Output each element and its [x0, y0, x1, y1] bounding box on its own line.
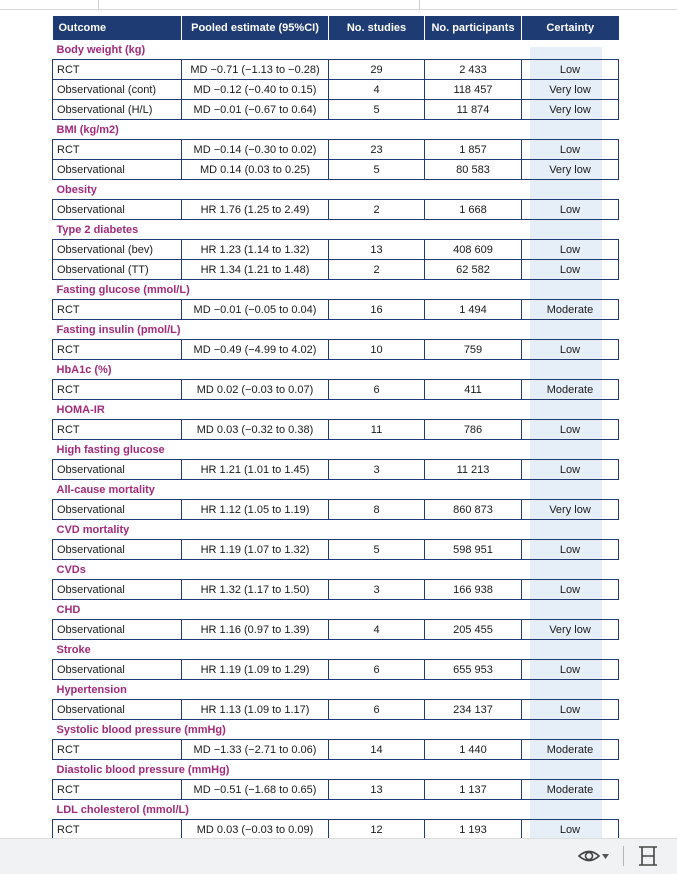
table-row [53, 660, 619, 680]
cell-no-studies: 8 [329, 500, 425, 520]
cell-no-participants: 1 440 [425, 740, 522, 760]
cell-certainty: Low [522, 660, 619, 680]
cell-outcome: RCT [53, 300, 182, 320]
table-row [53, 80, 619, 100]
group-row [53, 720, 619, 740]
divider [419, 0, 420, 9]
cell-outcome: Observational [53, 700, 182, 720]
cell-no-participants: 655 953 [425, 660, 522, 680]
cell-no-participants: 118 457 [425, 80, 522, 100]
cell-pooled-estimate: MD −0.12 (−0.40 to 0.15) [182, 80, 329, 100]
cell-no-participants: 234 137 [425, 700, 522, 720]
cell-certainty: Very low [522, 500, 619, 520]
cell-no-participants: 759 [425, 340, 522, 360]
header-outcome: Outcome [53, 16, 182, 40]
toolbar-divider [623, 846, 624, 866]
table-row [53, 340, 619, 360]
cell-no-participants: 166 938 [425, 580, 522, 600]
cell-outcome: Observational [53, 540, 182, 560]
cell-outcome: RCT [53, 140, 182, 160]
cell-no-participants: 1 668 [425, 200, 522, 220]
cell-pooled-estimate: HR 1.76 (1.25 to 2.49) [182, 200, 329, 220]
cell-no-studies: 2 [329, 260, 425, 280]
cell-outcome: Observational [53, 160, 182, 180]
cell-no-studies: 14 [329, 740, 425, 760]
cell-no-studies: 13 [329, 240, 425, 260]
cell-no-participants: 205 455 [425, 620, 522, 640]
cell-pooled-estimate: MD −1.33 (−2.71 to 0.06) [182, 740, 329, 760]
divider [98, 0, 99, 9]
group-row [53, 360, 619, 380]
cell-outcome: Observational (TT) [53, 260, 182, 280]
group-title: HbA1c (%) [53, 360, 619, 380]
cell-no-participants: 411 [425, 380, 522, 400]
cell-pooled-estimate: HR 1.21 (1.01 to 1.45) [182, 460, 329, 480]
cell-no-studies: 6 [329, 380, 425, 400]
table-row [53, 60, 619, 80]
cell-outcome: Observational [53, 580, 182, 600]
header-pooled-estimate: Pooled estimate (95%CI) [182, 16, 329, 40]
group-title: HOMA-IR [53, 400, 619, 420]
cell-pooled-estimate: MD −0.01 (−0.05 to 0.04) [182, 300, 329, 320]
cell-outcome: Observational [53, 200, 182, 220]
cell-outcome: Observational [53, 620, 182, 640]
group-row [53, 680, 619, 700]
cell-no-studies: 4 [329, 80, 425, 100]
cell-no-participants: 1 494 [425, 300, 522, 320]
table-row [53, 460, 619, 480]
cell-certainty: Low [522, 240, 619, 260]
cell-pooled-estimate: MD −0.49 (−4.99 to 4.02) [182, 340, 329, 360]
cell-pooled-estimate: HR 1.23 (1.14 to 1.32) [182, 240, 329, 260]
group-title: BMI (kg/m2) [53, 120, 619, 140]
cell-certainty: Low [522, 700, 619, 720]
cell-certainty: Moderate [522, 300, 619, 320]
group-row [53, 440, 619, 460]
group-row [53, 560, 619, 580]
table-row [53, 620, 619, 640]
cell-no-studies: 5 [329, 100, 425, 120]
cell-no-studies: 23 [329, 140, 425, 160]
table-row [53, 500, 619, 520]
cell-outcome: RCT [53, 420, 182, 440]
cell-pooled-estimate: MD 0.03 (−0.03 to 0.09) [182, 820, 329, 840]
table-header-row [53, 16, 619, 40]
group-title: Fasting glucose (mmol/L) [53, 280, 619, 300]
cell-no-studies: 12 [329, 820, 425, 840]
table-row [53, 580, 619, 600]
cell-no-studies: 13 [329, 780, 425, 800]
eye-icon[interactable] [578, 847, 600, 865]
cell-certainty: Very low [522, 80, 619, 100]
cell-pooled-estimate: HR 1.32 (1.17 to 1.50) [182, 580, 329, 600]
cell-no-participants: 598 951 [425, 540, 522, 560]
cell-no-participants: 11 874 [425, 100, 522, 120]
cell-no-studies: 6 [329, 660, 425, 680]
cell-pooled-estimate: MD 0.14 (0.03 to 0.25) [182, 160, 329, 180]
cell-no-participants: 62 582 [425, 260, 522, 280]
cell-outcome: Observational [53, 460, 182, 480]
group-row [53, 520, 619, 540]
cell-no-studies: 4 [329, 620, 425, 640]
cell-no-studies: 3 [329, 580, 425, 600]
cell-no-studies: 29 [329, 60, 425, 80]
group-row [53, 800, 619, 820]
cell-certainty: Moderate [522, 740, 619, 760]
cell-no-participants: 1 193 [425, 820, 522, 840]
group-title: Stroke [53, 640, 619, 660]
group-row [53, 320, 619, 340]
cell-certainty: Low [522, 420, 619, 440]
cell-pooled-estimate: HR 1.34 (1.21 to 1.48) [182, 260, 329, 280]
cell-no-participants: 1 857 [425, 140, 522, 160]
cell-no-studies: 3 [329, 460, 425, 480]
cell-pooled-estimate: HR 1.13 (1.09 to 1.17) [182, 700, 329, 720]
cell-no-participants: 80 583 [425, 160, 522, 180]
cell-certainty: Moderate [522, 780, 619, 800]
cell-certainty: Moderate [522, 380, 619, 400]
cell-outcome: RCT [53, 340, 182, 360]
evidence-table [52, 16, 619, 860]
cell-certainty: Very low [522, 100, 619, 120]
group-title: CVD mortality [53, 520, 619, 540]
group-row [53, 180, 619, 200]
cell-no-studies: 16 [329, 300, 425, 320]
cell-no-participants: 1 137 [425, 780, 522, 800]
cell-certainty: Low [522, 820, 619, 840]
group-row [53, 280, 619, 300]
cell-outcome: Observational [53, 660, 182, 680]
group-row [53, 40, 619, 60]
header-certainty: Certainty [522, 16, 619, 40]
group-row [53, 600, 619, 620]
group-title: Diastolic blood pressure (mmHg) [53, 760, 619, 780]
group-title: CHD [53, 600, 619, 620]
cell-pooled-estimate: MD −0.01 (−0.67 to 0.64) [182, 100, 329, 120]
table-row [53, 380, 619, 400]
cell-no-participants: 860 873 [425, 500, 522, 520]
group-title: Body weight (kg) [53, 40, 619, 60]
cell-no-studies: 6 [329, 700, 425, 720]
cell-certainty: Low [522, 460, 619, 480]
cell-certainty: Low [522, 60, 619, 80]
cell-pooled-estimate: MD −0.14 (−0.30 to 0.02) [182, 140, 329, 160]
cell-no-studies: 10 [329, 340, 425, 360]
table-row [53, 160, 619, 180]
table-row [53, 700, 619, 720]
cell-pooled-estimate: HR 1.19 (1.09 to 1.29) [182, 660, 329, 680]
group-title: Type 2 diabetes [53, 220, 619, 240]
cell-pooled-estimate: HR 1.16 (0.97 to 1.39) [182, 620, 329, 640]
cell-outcome: Observational (bev) [53, 240, 182, 260]
cell-outcome: Observational (H/L) [53, 100, 182, 120]
cell-no-participants: 786 [425, 420, 522, 440]
cell-certainty: Low [522, 340, 619, 360]
cell-no-participants: 408 609 [425, 240, 522, 260]
table-row [53, 240, 619, 260]
chevron-down-icon[interactable] [602, 854, 609, 859]
table-body [53, 40, 619, 860]
cell-outcome: Observational (cont) [53, 80, 182, 100]
table-row [53, 780, 619, 800]
table-row [53, 100, 619, 120]
group-title: High fasting glucose [53, 440, 619, 460]
table-row [53, 200, 619, 220]
table-row [53, 420, 619, 440]
cell-no-participants: 2 433 [425, 60, 522, 80]
cell-outcome: RCT [53, 740, 182, 760]
group-row [53, 480, 619, 500]
group-title: LDL cholesterol (mmol/L) [53, 800, 619, 820]
table-row [53, 740, 619, 760]
cell-certainty: Very low [522, 160, 619, 180]
cell-outcome: RCT [53, 780, 182, 800]
table-row [53, 820, 619, 840]
cell-certainty: Low [522, 260, 619, 280]
cell-certainty: Very low [522, 620, 619, 640]
group-title: All-cause mortality [53, 480, 619, 500]
table-row [53, 540, 619, 560]
cell-pooled-estimate: MD 0.02 (−0.03 to 0.07) [182, 380, 329, 400]
group-title: Systolic blood pressure (mmHg) [53, 720, 619, 740]
cell-no-participants: 11 213 [425, 460, 522, 480]
bottom-toolbar [0, 838, 677, 874]
group-row [53, 220, 619, 240]
cell-no-studies: 2 [329, 200, 425, 220]
table-row [53, 300, 619, 320]
group-row [53, 120, 619, 140]
header-no-participants: No. participants [425, 16, 522, 40]
cell-pooled-estimate: HR 1.19 (1.07 to 1.32) [182, 540, 329, 560]
cell-no-studies: 5 [329, 540, 425, 560]
top-bar [0, 0, 677, 10]
group-row [53, 640, 619, 660]
group-title: Hypertension [53, 680, 619, 700]
cell-certainty: Low [522, 140, 619, 160]
cell-outcome: RCT [53, 820, 182, 840]
cell-pooled-estimate: MD −0.51 (−1.68 to 0.65) [182, 780, 329, 800]
cell-outcome: RCT [53, 60, 182, 80]
group-title: Fasting insulin (pmol/L) [53, 320, 619, 340]
cell-pooled-estimate: MD 0.03 (−0.32 to 0.38) [182, 420, 329, 440]
group-row [53, 760, 619, 780]
cell-pooled-estimate: HR 1.12 (1.05 to 1.19) [182, 500, 329, 520]
document-page [52, 16, 618, 838]
cell-certainty: Low [522, 200, 619, 220]
header-no-studies: No. studies [329, 16, 425, 40]
cell-no-studies: 5 [329, 160, 425, 180]
table-row [53, 140, 619, 160]
heading-icon[interactable] [637, 846, 659, 866]
cell-pooled-estimate: MD −0.71 (−1.13 to −0.28) [182, 60, 329, 80]
cell-certainty: Low [522, 580, 619, 600]
group-title: Obesity [53, 180, 619, 200]
group-row [53, 400, 619, 420]
table-row [53, 260, 619, 280]
cell-certainty: Low [522, 540, 619, 560]
group-title: CVDs [53, 560, 619, 580]
cell-outcome: Observational [53, 500, 182, 520]
cell-outcome: RCT [53, 380, 182, 400]
cell-no-studies: 11 [329, 420, 425, 440]
